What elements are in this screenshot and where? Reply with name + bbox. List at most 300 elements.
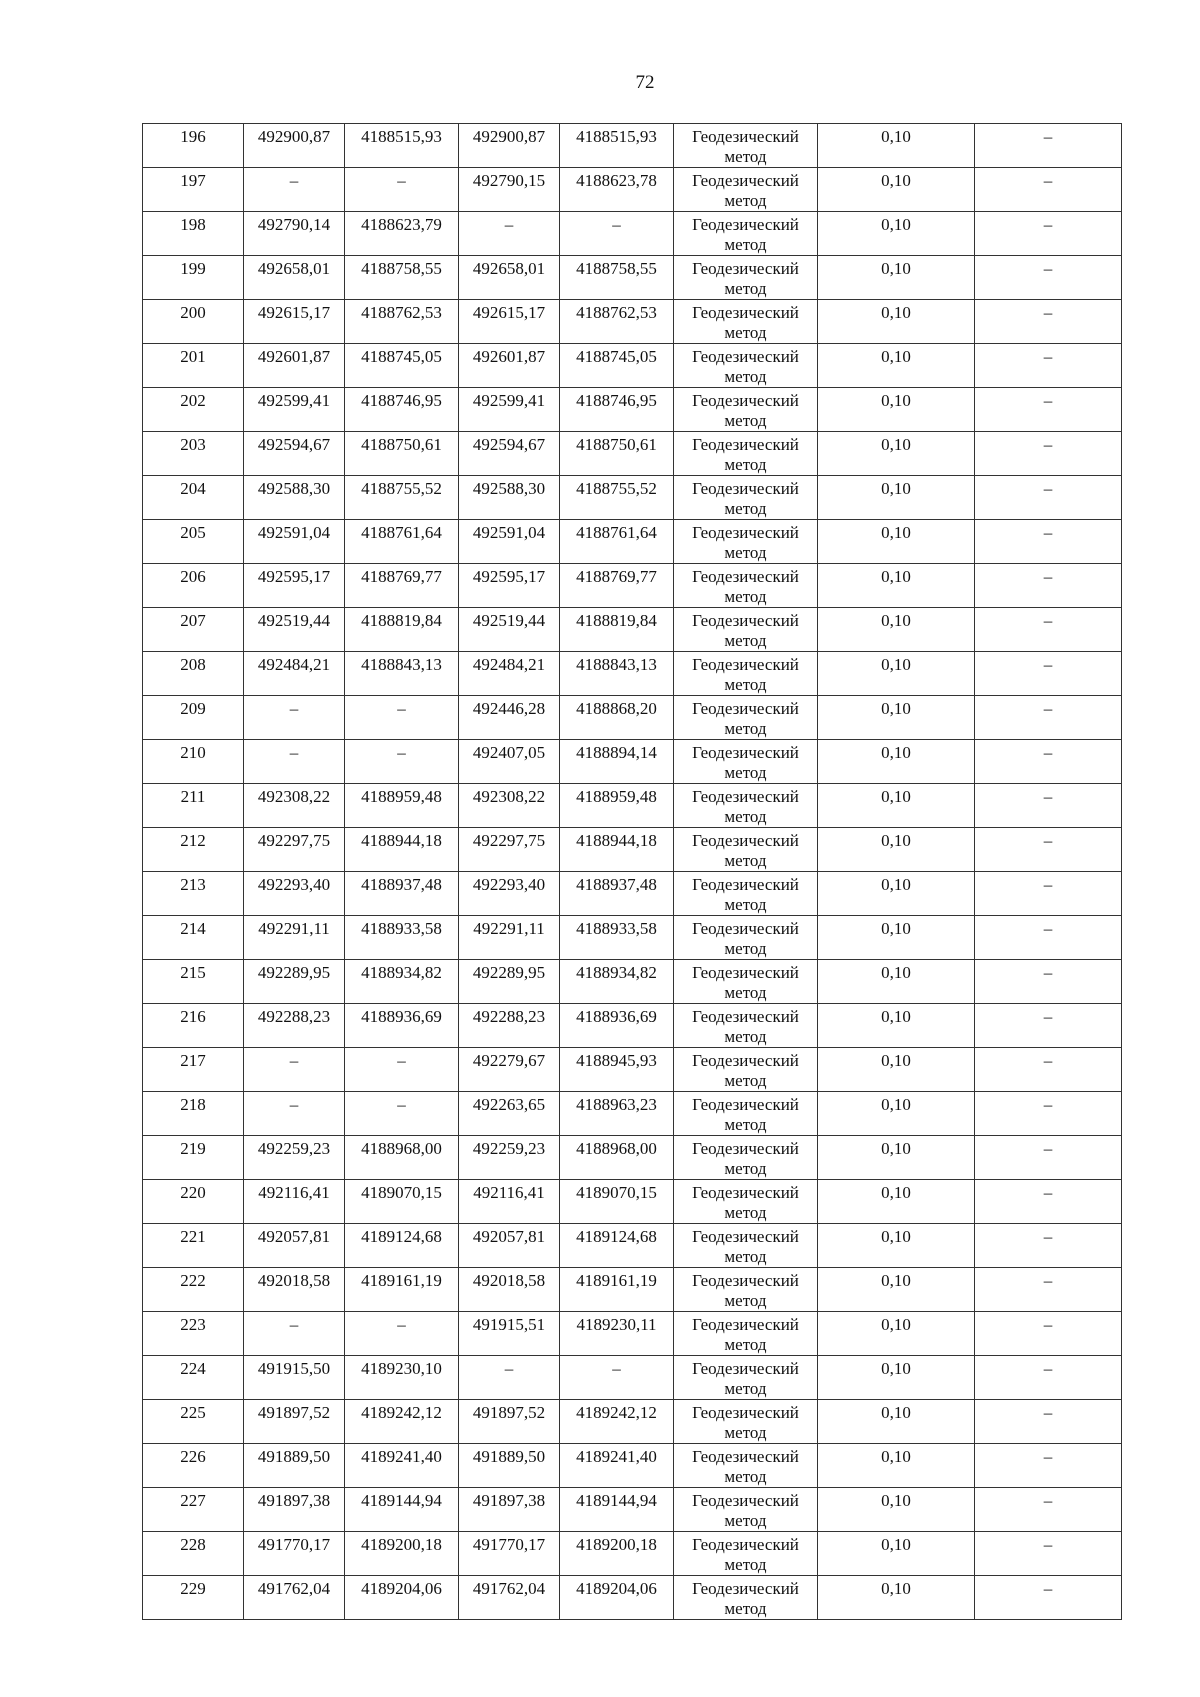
x-existing-cell: 491762,04 bbox=[244, 1576, 345, 1620]
x-existing-cell: 492790,14 bbox=[244, 212, 345, 256]
table-row bbox=[143, 300, 1122, 344]
note-cell: – bbox=[975, 344, 1122, 388]
point-number-cell: 219 bbox=[143, 1136, 244, 1180]
point-number-cell: 200 bbox=[143, 300, 244, 344]
x-existing-cell: 492601,87 bbox=[244, 344, 345, 388]
note-cell: – bbox=[975, 1444, 1122, 1488]
accuracy-cell: 0,10 bbox=[818, 124, 975, 168]
y-refined-cell: 4188843,13 bbox=[560, 652, 674, 696]
y-refined-cell: 4189161,19 bbox=[560, 1268, 674, 1312]
table-row bbox=[143, 608, 1122, 652]
method-cell: Геодезический метод bbox=[674, 828, 818, 872]
y-existing-cell: 4189241,40 bbox=[345, 1444, 459, 1488]
accuracy-cell: 0,10 bbox=[818, 1488, 975, 1532]
point-number-cell: 206 bbox=[143, 564, 244, 608]
note-cell: – bbox=[975, 1532, 1122, 1576]
x-refined-cell: 492484,21 bbox=[459, 652, 560, 696]
note-cell: – bbox=[975, 828, 1122, 872]
x-existing-cell: 491770,17 bbox=[244, 1532, 345, 1576]
y-refined-cell: 4189200,18 bbox=[560, 1532, 674, 1576]
y-existing-cell: – bbox=[345, 1092, 459, 1136]
y-refined-cell: 4188746,95 bbox=[560, 388, 674, 432]
x-existing-cell: 492615,17 bbox=[244, 300, 345, 344]
y-existing-cell: 4189124,68 bbox=[345, 1224, 459, 1268]
table-row bbox=[143, 388, 1122, 432]
table-row bbox=[143, 696, 1122, 740]
x-existing-cell: 492018,58 bbox=[244, 1268, 345, 1312]
x-existing-cell: – bbox=[244, 740, 345, 784]
x-refined-cell: 492599,41 bbox=[459, 388, 560, 432]
x-refined-cell: – bbox=[459, 212, 560, 256]
x-refined-cell: 492297,75 bbox=[459, 828, 560, 872]
accuracy-cell: 0,10 bbox=[818, 1400, 975, 1444]
y-existing-cell: 4188936,69 bbox=[345, 1004, 459, 1048]
table-row bbox=[143, 256, 1122, 300]
y-refined-cell: 4188769,77 bbox=[560, 564, 674, 608]
point-number-cell: 228 bbox=[143, 1532, 244, 1576]
y-existing-cell: 4188746,95 bbox=[345, 388, 459, 432]
x-existing-cell: 492594,67 bbox=[244, 432, 345, 476]
x-refined-cell: 492057,81 bbox=[459, 1224, 560, 1268]
method-cell: Геодезический метод bbox=[674, 476, 818, 520]
point-number-cell: 202 bbox=[143, 388, 244, 432]
y-refined-cell: 4188761,64 bbox=[560, 520, 674, 564]
method-cell: Геодезический метод bbox=[674, 1532, 818, 1576]
note-cell: – bbox=[975, 872, 1122, 916]
y-refined-cell: 4188936,69 bbox=[560, 1004, 674, 1048]
y-refined-cell: 4189070,15 bbox=[560, 1180, 674, 1224]
x-refined-cell: 492446,28 bbox=[459, 696, 560, 740]
y-existing-cell: 4188750,61 bbox=[345, 432, 459, 476]
y-refined-cell: – bbox=[560, 212, 674, 256]
y-refined-cell: 4188944,18 bbox=[560, 828, 674, 872]
y-refined-cell: 4188868,20 bbox=[560, 696, 674, 740]
table-row bbox=[143, 212, 1122, 256]
accuracy-cell: 0,10 bbox=[818, 1312, 975, 1356]
point-number-cell: 221 bbox=[143, 1224, 244, 1268]
x-refined-cell: 491897,38 bbox=[459, 1488, 560, 1532]
y-refined-cell: 4189144,94 bbox=[560, 1488, 674, 1532]
point-number-cell: 211 bbox=[143, 784, 244, 828]
point-number-cell: 197 bbox=[143, 168, 244, 212]
x-existing-cell: – bbox=[244, 1048, 345, 1092]
point-number-cell: 225 bbox=[143, 1400, 244, 1444]
coordinates-table bbox=[142, 123, 1122, 1620]
y-existing-cell: 4188515,93 bbox=[345, 124, 459, 168]
x-existing-cell: 491897,38 bbox=[244, 1488, 345, 1532]
y-refined-cell: 4188745,05 bbox=[560, 344, 674, 388]
accuracy-cell: 0,10 bbox=[818, 916, 975, 960]
x-existing-cell: 492297,75 bbox=[244, 828, 345, 872]
point-number-cell: 213 bbox=[143, 872, 244, 916]
note-cell: – bbox=[975, 696, 1122, 740]
y-refined-cell: 4188934,82 bbox=[560, 960, 674, 1004]
accuracy-cell: 0,10 bbox=[818, 300, 975, 344]
table-row bbox=[143, 564, 1122, 608]
x-existing-cell: 492900,87 bbox=[244, 124, 345, 168]
accuracy-cell: 0,10 bbox=[818, 1180, 975, 1224]
y-refined-cell: 4188762,53 bbox=[560, 300, 674, 344]
accuracy-cell: 0,10 bbox=[818, 168, 975, 212]
x-refined-cell: 492407,05 bbox=[459, 740, 560, 784]
note-cell: – bbox=[975, 520, 1122, 564]
table-row bbox=[143, 1180, 1122, 1224]
table-row bbox=[143, 916, 1122, 960]
x-refined-cell: 492116,41 bbox=[459, 1180, 560, 1224]
method-cell: Геодезический метод bbox=[674, 432, 818, 476]
table-row bbox=[143, 1488, 1122, 1532]
x-existing-cell: 492595,17 bbox=[244, 564, 345, 608]
point-number-cell: 210 bbox=[143, 740, 244, 784]
table-body bbox=[143, 124, 1122, 1620]
method-cell: Геодезический метод bbox=[674, 1488, 818, 1532]
accuracy-cell: 0,10 bbox=[818, 784, 975, 828]
x-refined-cell: 492291,11 bbox=[459, 916, 560, 960]
x-refined-cell: 492263,65 bbox=[459, 1092, 560, 1136]
method-cell: Геодезический метод bbox=[674, 520, 818, 564]
y-existing-cell: 4188968,00 bbox=[345, 1136, 459, 1180]
x-existing-cell: 492293,40 bbox=[244, 872, 345, 916]
x-refined-cell: 492293,40 bbox=[459, 872, 560, 916]
x-existing-cell: 492289,95 bbox=[244, 960, 345, 1004]
point-number-cell: 218 bbox=[143, 1092, 244, 1136]
point-number-cell: 199 bbox=[143, 256, 244, 300]
method-cell: Геодезический метод bbox=[674, 1136, 818, 1180]
accuracy-cell: 0,10 bbox=[818, 212, 975, 256]
point-number-cell: 201 bbox=[143, 344, 244, 388]
accuracy-cell: 0,10 bbox=[818, 1048, 975, 1092]
note-cell: – bbox=[975, 1576, 1122, 1620]
table-row bbox=[143, 1092, 1122, 1136]
method-cell: Геодезический метод bbox=[674, 916, 818, 960]
y-existing-cell: 4188761,64 bbox=[345, 520, 459, 564]
y-existing-cell: 4188819,84 bbox=[345, 608, 459, 652]
y-refined-cell: 4188937,48 bbox=[560, 872, 674, 916]
accuracy-cell: 0,10 bbox=[818, 1136, 975, 1180]
y-existing-cell: 4189230,10 bbox=[345, 1356, 459, 1400]
table-row bbox=[143, 520, 1122, 564]
y-refined-cell: 4188933,58 bbox=[560, 916, 674, 960]
y-existing-cell: 4189204,06 bbox=[345, 1576, 459, 1620]
y-existing-cell: – bbox=[345, 168, 459, 212]
table-row bbox=[143, 1136, 1122, 1180]
x-refined-cell: 492279,67 bbox=[459, 1048, 560, 1092]
note-cell: – bbox=[975, 652, 1122, 696]
method-cell: Геодезический метод bbox=[674, 124, 818, 168]
method-cell: Геодезический метод bbox=[674, 784, 818, 828]
y-existing-cell: 4188755,52 bbox=[345, 476, 459, 520]
point-number-cell: 214 bbox=[143, 916, 244, 960]
accuracy-cell: 0,10 bbox=[818, 1532, 975, 1576]
y-existing-cell: 4188944,18 bbox=[345, 828, 459, 872]
note-cell: – bbox=[975, 1356, 1122, 1400]
accuracy-cell: 0,10 bbox=[818, 608, 975, 652]
table-row bbox=[143, 1576, 1122, 1620]
accuracy-cell: 0,10 bbox=[818, 1004, 975, 1048]
table-row bbox=[143, 784, 1122, 828]
y-refined-cell: 4188758,55 bbox=[560, 256, 674, 300]
x-refined-cell: 492790,15 bbox=[459, 168, 560, 212]
x-refined-cell: 492615,17 bbox=[459, 300, 560, 344]
x-existing-cell: 492658,01 bbox=[244, 256, 345, 300]
method-cell: Геодезический метод bbox=[674, 300, 818, 344]
note-cell: – bbox=[975, 1048, 1122, 1092]
x-existing-cell: 492116,41 bbox=[244, 1180, 345, 1224]
x-existing-cell: – bbox=[244, 1312, 345, 1356]
y-existing-cell: 4189200,18 bbox=[345, 1532, 459, 1576]
table-row bbox=[143, 1004, 1122, 1048]
x-refined-cell: 492601,87 bbox=[459, 344, 560, 388]
table-row bbox=[143, 1356, 1122, 1400]
point-number-cell: 203 bbox=[143, 432, 244, 476]
y-existing-cell: 4189242,12 bbox=[345, 1400, 459, 1444]
x-refined-cell: – bbox=[459, 1356, 560, 1400]
y-existing-cell: 4188933,58 bbox=[345, 916, 459, 960]
note-cell: – bbox=[975, 564, 1122, 608]
table-row bbox=[143, 1400, 1122, 1444]
note-cell: – bbox=[975, 1004, 1122, 1048]
method-cell: Геодезический метод bbox=[674, 740, 818, 784]
x-refined-cell: 492289,95 bbox=[459, 960, 560, 1004]
y-refined-cell: 4189204,06 bbox=[560, 1576, 674, 1620]
x-refined-cell: 492594,67 bbox=[459, 432, 560, 476]
y-existing-cell: – bbox=[345, 1048, 459, 1092]
note-cell: – bbox=[975, 1488, 1122, 1532]
note-cell: – bbox=[975, 1268, 1122, 1312]
note-cell: – bbox=[975, 212, 1122, 256]
y-refined-cell: 4189124,68 bbox=[560, 1224, 674, 1268]
x-existing-cell: 492588,30 bbox=[244, 476, 345, 520]
table-row bbox=[143, 1268, 1122, 1312]
table-row bbox=[143, 1312, 1122, 1356]
point-number-cell: 226 bbox=[143, 1444, 244, 1488]
table-row bbox=[143, 652, 1122, 696]
point-number-cell: 212 bbox=[143, 828, 244, 872]
point-number-cell: 216 bbox=[143, 1004, 244, 1048]
point-number-cell: 205 bbox=[143, 520, 244, 564]
x-refined-cell: 492519,44 bbox=[459, 608, 560, 652]
note-cell: – bbox=[975, 784, 1122, 828]
x-existing-cell: – bbox=[244, 168, 345, 212]
accuracy-cell: 0,10 bbox=[818, 1224, 975, 1268]
y-existing-cell: 4188769,77 bbox=[345, 564, 459, 608]
x-existing-cell: 492288,23 bbox=[244, 1004, 345, 1048]
table-row bbox=[143, 1048, 1122, 1092]
method-cell: Геодезический метод bbox=[674, 564, 818, 608]
x-refined-cell: 492591,04 bbox=[459, 520, 560, 564]
accuracy-cell: 0,10 bbox=[818, 696, 975, 740]
table-row bbox=[143, 432, 1122, 476]
table-row bbox=[143, 476, 1122, 520]
x-refined-cell: 491915,51 bbox=[459, 1312, 560, 1356]
note-cell: – bbox=[975, 1092, 1122, 1136]
y-refined-cell: 4189242,12 bbox=[560, 1400, 674, 1444]
y-refined-cell: 4188963,23 bbox=[560, 1092, 674, 1136]
method-cell: Геодезический метод bbox=[674, 696, 818, 740]
point-number-cell: 224 bbox=[143, 1356, 244, 1400]
note-cell: – bbox=[975, 432, 1122, 476]
accuracy-cell: 0,10 bbox=[818, 1268, 975, 1312]
method-cell: Геодезический метод bbox=[674, 1576, 818, 1620]
note-cell: – bbox=[975, 300, 1122, 344]
x-existing-cell: 492599,41 bbox=[244, 388, 345, 432]
accuracy-cell: 0,10 bbox=[818, 388, 975, 432]
point-number-cell: 222 bbox=[143, 1268, 244, 1312]
x-refined-cell: 491770,17 bbox=[459, 1532, 560, 1576]
table-row bbox=[143, 1444, 1122, 1488]
x-existing-cell: 492519,44 bbox=[244, 608, 345, 652]
accuracy-cell: 0,10 bbox=[818, 872, 975, 916]
accuracy-cell: 0,10 bbox=[818, 740, 975, 784]
note-cell: – bbox=[975, 168, 1122, 212]
x-existing-cell: 491889,50 bbox=[244, 1444, 345, 1488]
note-cell: – bbox=[975, 1312, 1122, 1356]
method-cell: Геодезический метод bbox=[674, 608, 818, 652]
note-cell: – bbox=[975, 960, 1122, 1004]
accuracy-cell: 0,10 bbox=[818, 432, 975, 476]
accuracy-cell: 0,10 bbox=[818, 344, 975, 388]
method-cell: Геодезический метод bbox=[674, 256, 818, 300]
accuracy-cell: 0,10 bbox=[818, 1356, 975, 1400]
y-refined-cell: 4189241,40 bbox=[560, 1444, 674, 1488]
method-cell: Геодезический метод bbox=[674, 344, 818, 388]
accuracy-cell: 0,10 bbox=[818, 476, 975, 520]
accuracy-cell: 0,10 bbox=[818, 564, 975, 608]
y-refined-cell: 4188755,52 bbox=[560, 476, 674, 520]
accuracy-cell: 0,10 bbox=[818, 828, 975, 872]
y-existing-cell: 4188623,79 bbox=[345, 212, 459, 256]
y-existing-cell: 4189144,94 bbox=[345, 1488, 459, 1532]
accuracy-cell: 0,10 bbox=[818, 1092, 975, 1136]
x-refined-cell: 492288,23 bbox=[459, 1004, 560, 1048]
y-existing-cell: – bbox=[345, 696, 459, 740]
y-existing-cell: – bbox=[345, 1312, 459, 1356]
x-refined-cell: 492658,01 bbox=[459, 256, 560, 300]
x-refined-cell: 491889,50 bbox=[459, 1444, 560, 1488]
x-refined-cell: 491897,52 bbox=[459, 1400, 560, 1444]
accuracy-cell: 0,10 bbox=[818, 652, 975, 696]
point-number-cell: 196 bbox=[143, 124, 244, 168]
y-refined-cell: – bbox=[560, 1356, 674, 1400]
y-refined-cell: 4189230,11 bbox=[560, 1312, 674, 1356]
y-existing-cell: 4188934,82 bbox=[345, 960, 459, 1004]
x-existing-cell: 492291,11 bbox=[244, 916, 345, 960]
method-cell: Геодезический метод bbox=[674, 1444, 818, 1488]
x-existing-cell: 492259,23 bbox=[244, 1136, 345, 1180]
y-refined-cell: 4188894,14 bbox=[560, 740, 674, 784]
method-cell: Геодезический метод bbox=[674, 1092, 818, 1136]
note-cell: – bbox=[975, 388, 1122, 432]
table-row bbox=[143, 1532, 1122, 1576]
table-row bbox=[143, 828, 1122, 872]
x-refined-cell: 492595,17 bbox=[459, 564, 560, 608]
note-cell: – bbox=[975, 740, 1122, 784]
y-existing-cell: 4189161,19 bbox=[345, 1268, 459, 1312]
method-cell: Геодезический метод bbox=[674, 212, 818, 256]
note-cell: – bbox=[975, 916, 1122, 960]
x-refined-cell: 492259,23 bbox=[459, 1136, 560, 1180]
table-row bbox=[143, 740, 1122, 784]
table-row bbox=[143, 1224, 1122, 1268]
y-refined-cell: 4188968,00 bbox=[560, 1136, 674, 1180]
method-cell: Геодезический метод bbox=[674, 1048, 818, 1092]
y-existing-cell: 4188745,05 bbox=[345, 344, 459, 388]
method-cell: Геодезический метод bbox=[674, 1356, 818, 1400]
y-refined-cell: 4188945,93 bbox=[560, 1048, 674, 1092]
page-number: 72 bbox=[635, 72, 655, 93]
accuracy-cell: 0,10 bbox=[818, 256, 975, 300]
table-row bbox=[143, 124, 1122, 168]
y-refined-cell: 4188750,61 bbox=[560, 432, 674, 476]
x-existing-cell: – bbox=[244, 1092, 345, 1136]
point-number-cell: 215 bbox=[143, 960, 244, 1004]
point-number-cell: 227 bbox=[143, 1488, 244, 1532]
note-cell: – bbox=[975, 256, 1122, 300]
x-refined-cell: 492308,22 bbox=[459, 784, 560, 828]
x-existing-cell: 492484,21 bbox=[244, 652, 345, 696]
x-refined-cell: 491762,04 bbox=[459, 1576, 560, 1620]
x-existing-cell: 492057,81 bbox=[244, 1224, 345, 1268]
method-cell: Геодезический метод bbox=[674, 168, 818, 212]
y-existing-cell: 4188937,48 bbox=[345, 872, 459, 916]
point-number-cell: 229 bbox=[143, 1576, 244, 1620]
y-refined-cell: 4188515,93 bbox=[560, 124, 674, 168]
x-existing-cell: 491897,52 bbox=[244, 1400, 345, 1444]
method-cell: Геодезический метод bbox=[674, 1004, 818, 1048]
note-cell: – bbox=[975, 1224, 1122, 1268]
x-existing-cell: 492591,04 bbox=[244, 520, 345, 564]
accuracy-cell: 0,10 bbox=[818, 1576, 975, 1620]
point-number-cell: 208 bbox=[143, 652, 244, 696]
x-existing-cell: 492308,22 bbox=[244, 784, 345, 828]
point-number-cell: 217 bbox=[143, 1048, 244, 1092]
method-cell: Геодезический метод bbox=[674, 1268, 818, 1312]
point-number-cell: 198 bbox=[143, 212, 244, 256]
point-number-cell: 204 bbox=[143, 476, 244, 520]
method-cell: Геодезический метод bbox=[674, 1224, 818, 1268]
method-cell: Геодезический метод bbox=[674, 1400, 818, 1444]
x-refined-cell: 492588,30 bbox=[459, 476, 560, 520]
x-refined-cell: 492018,58 bbox=[459, 1268, 560, 1312]
y-existing-cell: 4188843,13 bbox=[345, 652, 459, 696]
x-existing-cell: 491915,50 bbox=[244, 1356, 345, 1400]
note-cell: – bbox=[975, 1180, 1122, 1224]
table-row bbox=[143, 960, 1122, 1004]
table-row bbox=[143, 344, 1122, 388]
y-existing-cell: – bbox=[345, 740, 459, 784]
table-row bbox=[143, 168, 1122, 212]
accuracy-cell: 0,10 bbox=[818, 1444, 975, 1488]
method-cell: Геодезический метод bbox=[674, 1180, 818, 1224]
method-cell: Геодезический метод bbox=[674, 1312, 818, 1356]
y-refined-cell: 4188819,84 bbox=[560, 608, 674, 652]
accuracy-cell: 0,10 bbox=[818, 960, 975, 1004]
table-row bbox=[143, 872, 1122, 916]
note-cell: – bbox=[975, 476, 1122, 520]
point-number-cell: 207 bbox=[143, 608, 244, 652]
method-cell: Геодезический метод bbox=[674, 872, 818, 916]
point-number-cell: 223 bbox=[143, 1312, 244, 1356]
note-cell: – bbox=[975, 608, 1122, 652]
y-existing-cell: 4188959,48 bbox=[345, 784, 459, 828]
y-existing-cell: 4188762,53 bbox=[345, 300, 459, 344]
note-cell: – bbox=[975, 124, 1122, 168]
accuracy-cell: 0,10 bbox=[818, 520, 975, 564]
y-refined-cell: 4188623,78 bbox=[560, 168, 674, 212]
method-cell: Геодезический метод bbox=[674, 388, 818, 432]
x-refined-cell: 492900,87 bbox=[459, 124, 560, 168]
point-number-cell: 220 bbox=[143, 1180, 244, 1224]
